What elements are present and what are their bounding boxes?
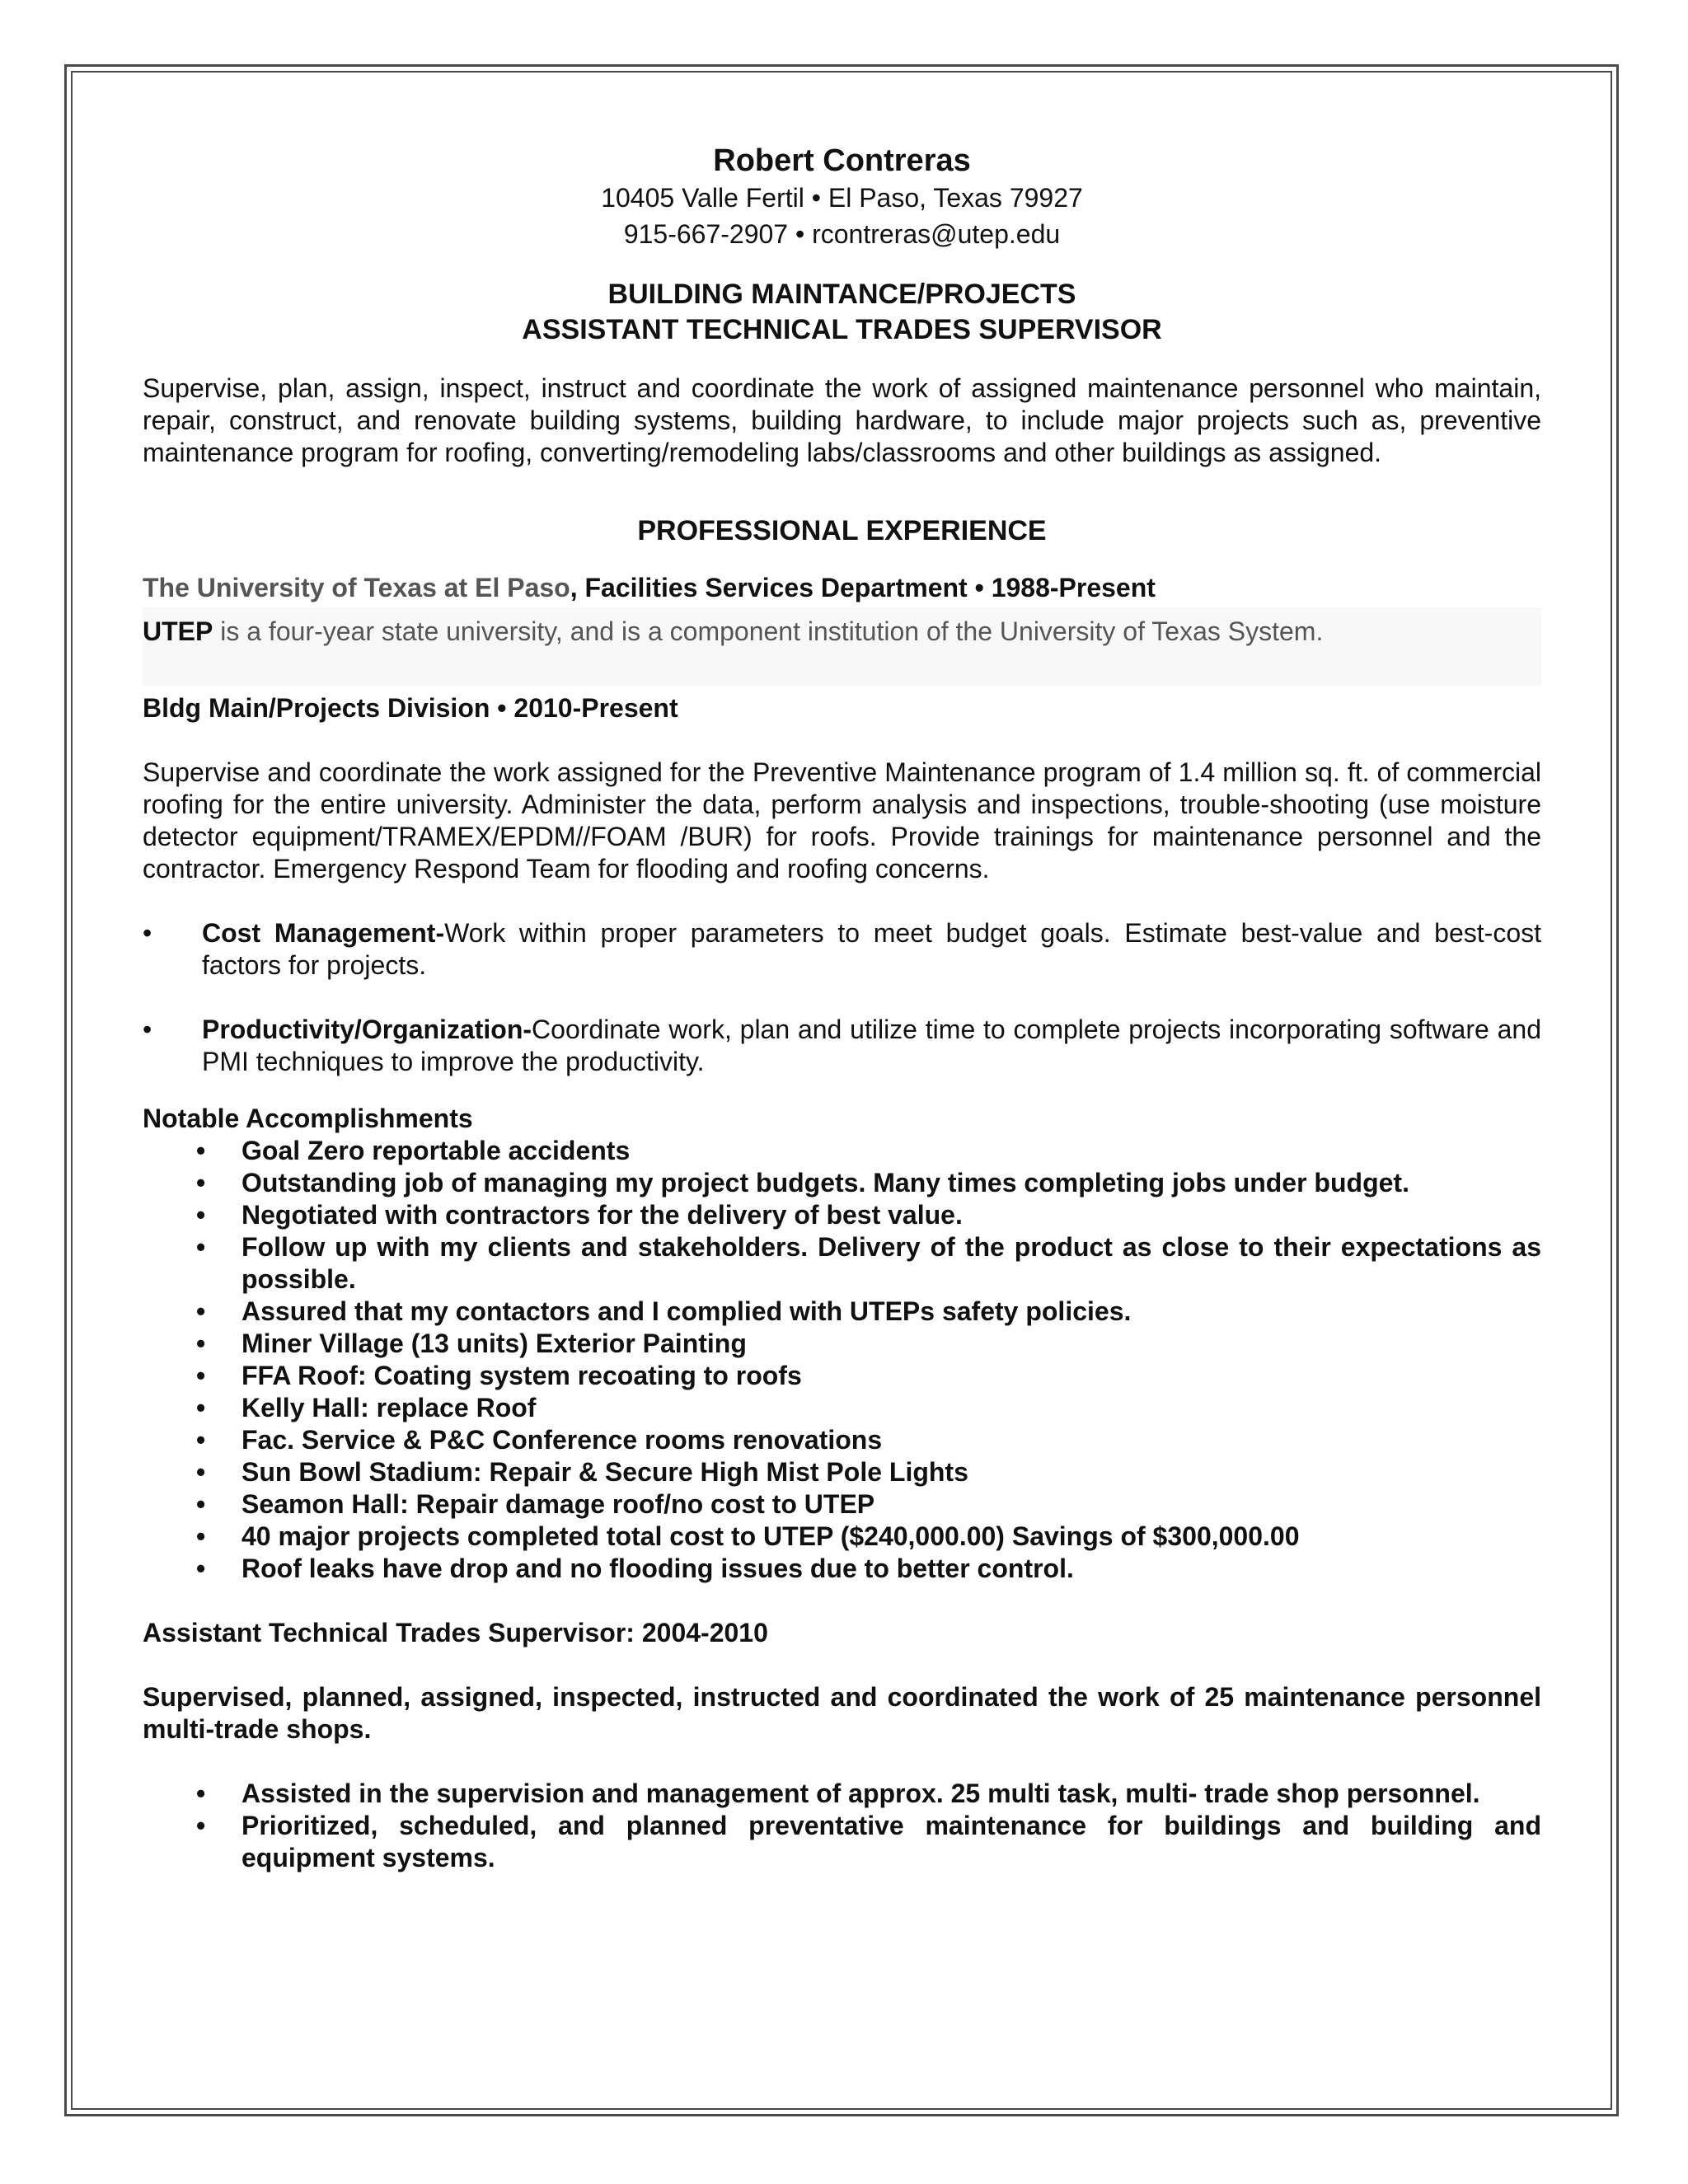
bullet-icon: • [196, 1521, 206, 1551]
job-title-line2: ASSISTANT TECHNICAL TRADES SUPERVISOR [522, 314, 1162, 345]
resume-document [143, 142, 1541, 1874]
summary-paragraph: Supervise, plan, assign, inspect, instruct and coordinate the work of assigned maintenance personnel who maintain, repair, construct, and renovate building systems, building hardware, to include major projects such as, preventive maintenance program for roofing, converting/remodeling labs/classrooms and other buildings as assigned. [143, 373, 1541, 467]
bullet-icon: • [196, 1329, 206, 1358]
skills-list [143, 917, 1541, 1078]
bullet-icon: • [196, 1232, 206, 1262]
role2-title: Assistant Technical Trades Supervisor: 2004-2010 [143, 1618, 768, 1647]
role1-description: Supervise and coordinate the work assigned for the Preventive Maintenance program of 1.4 million sq. ft. of commercial roofing for the entire university. Administer the data, perform analysis and inspections, trouble-shooting (use moisture detector equipment/TRAMEX/EPDM//FOAM /BUR) for roofs. Provide trainings for maintenance personnel and the contractor. Emergency Respond Team for flooding and roofing concerns. [143, 757, 1541, 883]
list-item: • Productivity/Organization-Coordinate work, plan and utilize time to complete projects incorporating software and PMI techniques to improve the productivity. [143, 1015, 1541, 1076]
org-description-text: is a four-year state university, and is a component institution of the University of Texas System. [213, 616, 1324, 646]
bullet-icon: • [196, 1489, 206, 1519]
accomplishments-list [143, 1135, 1541, 1585]
role2-list [143, 1778, 1541, 1874]
list-item: • Seamon Hall: Repair damage roof/no cost to UTEP [196, 1489, 875, 1519]
bullet-icon: • [196, 1779, 206, 1808]
list-item: • Roof leaks have drop and no flooding issues due to better control. [196, 1554, 1074, 1583]
list-item: • Follow up with my clients and stakeholders. Delivery of the product as close to their expectations as possible. [196, 1232, 1541, 1294]
bullet-icon: • [196, 1296, 206, 1326]
list-item: • Assured that my contactors and I complied with UTEPs safety policies. [196, 1296, 1132, 1326]
list-item: • FFA Roof: Coating system recoating to roofs [196, 1361, 802, 1390]
list-item: • Goal Zero reportable accidents [196, 1136, 631, 1165]
employer-name: The University of Texas at El Paso [143, 573, 570, 602]
bullet-icon: • [196, 1457, 206, 1487]
list-item: • Outstanding job of managing my project budgets. Many times completing jobs under budget. [196, 1168, 1409, 1197]
list-item: • Miner Village (13 units) Exterior Painting [196, 1329, 747, 1358]
list-item: • Prioritized, scheduled, and planned preventative maintenance for buildings and building and equipment systems. [196, 1811, 1541, 1872]
list-item: • Assisted in the supervision and management of approx. 25 multi task, multi- trade shop personnel. [196, 1779, 1480, 1808]
bullet-icon: • [143, 1015, 152, 1044]
bullet-icon: • [196, 1136, 206, 1165]
job-title-line1: BUILDING MAINTANCE/PROJECTS [607, 279, 1076, 310]
role1-title: Bldg Main/Projects Division • 2010-Present [143, 693, 678, 723]
address-line: 10405 Valle Fertil • El Paso, Texas 79927 [601, 183, 1083, 213]
accomplishments-heading: Notable Accomplishments [143, 1104, 473, 1133]
bullet-icon: • [196, 1425, 206, 1455]
list-item: • Cost Management-Work within proper parameters to meet budget goals. Estimate best-value and best-cost factors for projects. [143, 918, 1542, 980]
bullet-icon: • [196, 1168, 206, 1197]
experience-heading: PROFESSIONAL EXPERIENCE [637, 515, 1047, 546]
list-item: • Negotiated with contractors for the delivery of best value. [196, 1200, 963, 1230]
organization-description [143, 607, 1541, 686]
bullet-icon: • [196, 1200, 206, 1230]
contact-line: 915-667-2907 • rcontreras@utep.edu [623, 219, 1061, 249]
employer-detail: , Facilities Services Department • 1988-Present [570, 573, 1156, 602]
bullet-icon: • [143, 918, 152, 948]
list-item: • Fac. Service & P&C Conference rooms renovations [196, 1425, 883, 1455]
candidate-name: Robert Contreras [713, 143, 971, 178]
employer-line [143, 572, 1541, 604]
bullet-icon: • [196, 1393, 206, 1422]
bullet-icon: • [196, 1811, 206, 1840]
org-short-name: UTEP [143, 616, 213, 646]
list-item: • Kelly Hall: replace Roof [196, 1393, 537, 1422]
list-item: • Sun Bowl Stadium: Repair & Secure High Mist Pole Lights [196, 1457, 968, 1487]
role2-description: Supervised, planned, assigned, inspected, instructed and coordinated the work of 25 maintenance personnel multi-trade shops. [143, 1682, 1541, 1744]
bullet-icon: • [196, 1554, 206, 1583]
list-item: • 40 major projects completed total cost to UTEP ($240,000.00) Savings of $300,000.00 [196, 1521, 1300, 1551]
bullet-icon: • [196, 1361, 206, 1390]
